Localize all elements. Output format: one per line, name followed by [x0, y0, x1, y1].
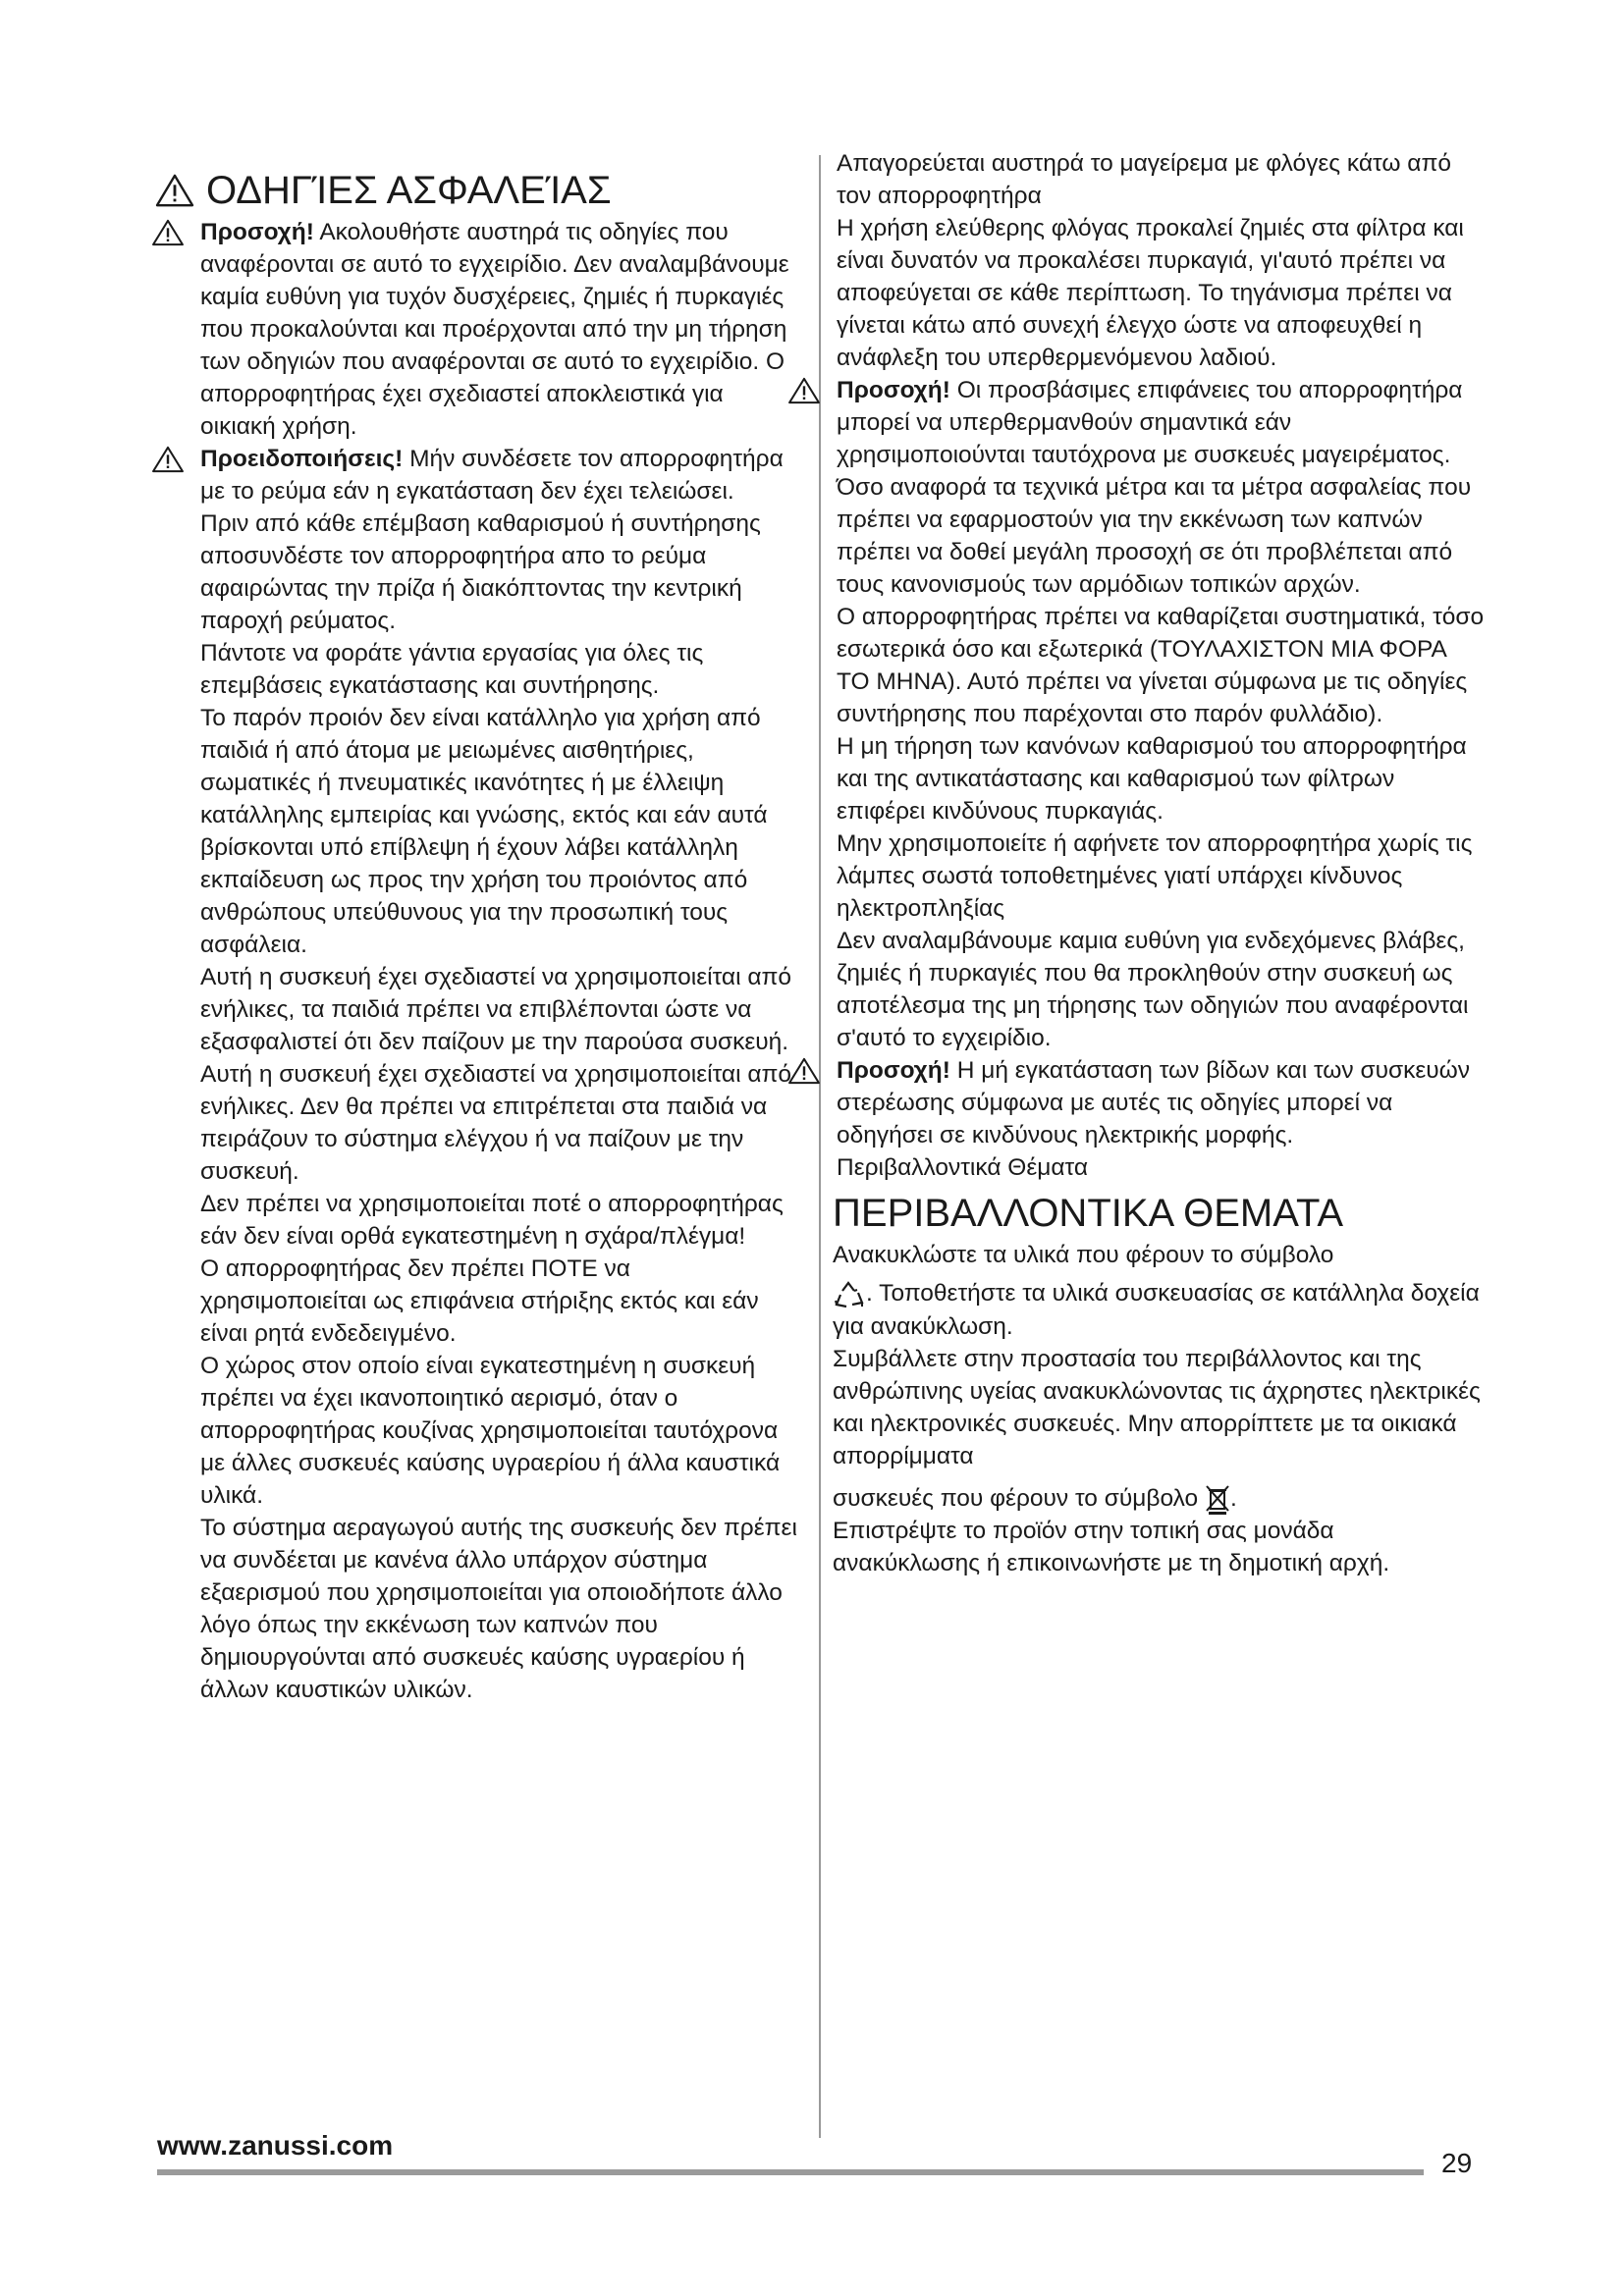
warning-text: Ακολουθήστε αυστηρά τις οδηγίες που αναφέρονται σε αυτό το εγχειρίδιο. Δεν αναλαμβάνουμε καμία ευθύνη για τυχόν δυσχέρειες, ζημιές ή πυρκαγιές που προκαλούνται και προέρχονται από την μη τήρηση των οδηγιών που αναφέρονται σε αυτό το εγχειρίδιο. Ο απορροφητήρας έχει σχεδιαστεί αποκλειστικά για οικιακή χρήση. [200, 219, 789, 440]
warning-lead: Προσοχή! [837, 377, 950, 403]
paragraph: Απαγορεύεται αυστηρά το μαγείρεμα με φλόγες κάτω από τον απορροφητήρα [837, 150, 1451, 209]
environment-heading: ΠΕΡΙΒΑΛΛΟΝΤΙΚΑ ΘΕΜΑΤΑ [833, 1192, 1344, 1235]
paragraph: Δεν πρέπει να χρησιμοποιείται ποτέ ο απορροφητήρας εάν δεν είναι ορθά εγκατεστημένη η σχάρα/πλέγμα! [200, 1191, 784, 1250]
warning-triangle-icon [149, 219, 187, 246]
paragraph: Συμβάλλετε στην προστασία του περιβάλλοντος και της ανθρώπινης υγείας ανακυκλώνοντας τις άχρηστες ηλεκτρικές και ηλεκτρονικές συσκευές. Μην απορρίπτετε με τα οικιακά απορρίμματα [833, 1345, 1481, 1469]
recycling-text: . Τοποθετήστε τα υλικά συσκευασίας σε κατάλληλα δοχεία για ανακύκλωση. [833, 1280, 1480, 1340]
recycling-paragraph [833, 1277, 1485, 1343]
warning-text: Οι προσβάσιμες επιφάνειες του απορροφητήρα μπορεί να υπερθερμανθούν σημαντικά εάν χρησιμοποιούνται ταυτόχρονα με συσκευές μαγειρέματος. [837, 377, 1463, 468]
disposal-paragraph [833, 1482, 1485, 1516]
footer-rule [157, 2169, 1424, 2175]
warning-triangle-icon [149, 446, 187, 473]
warning-text: Μήν συνδέσετε τον απορροφητήρα με το ρεύμα εάν η εγκατάσταση δεν έχει τελειώσει. [200, 446, 784, 505]
page-number: 29 [1441, 2148, 1473, 2178]
warning-triangle-icon [153, 173, 196, 208]
paragraph: Το σύστημα αεραγωγού αυτής της συσκευής δεν πρέπει να συνδέεται με κανένα άλλο υπάρχον σύστημα εξαερισμού που χρησιμοποιείται για οποιοδήποτε άλλο λόγο όπως την εκκένωση των καπνών που δημιουργούνται από συσκευές καύσης υγραερίου ή άλλων καυστικών υλικών. [200, 1515, 797, 1703]
paragraph: Περιβαλλοντικά Θέματα [837, 1154, 1089, 1181]
paragraph: Δεν αναλαμβάνουμε καμια ευθύνη για ενδεχόμενες βλάβες, ζημιές ή πυρκαγιές που θα προκληθούν στην συσκευή ως αποτέλεσμα της μη τήρησης των οδηγιών που αναφέρονται σ'αυτό το εγχειρίδιο. [837, 928, 1469, 1051]
paragraph: Πριν από κάθε επέμβαση καθαρισμού ή συντήρησης αποσυνδέστε τον απορροφητήρα απο το ρεύμα αφαιρώντας την πρίζα ή διακόπτοντας την κεντρική παροχή ρεύματος. [200, 510, 761, 634]
warning-lead: Προσοχή! [837, 1057, 950, 1084]
warning-triangle-icon [785, 1057, 823, 1085]
recycle-icon [833, 1279, 866, 1310]
paragraph: Μην χρησιμοποιείτε ή αφήνετε τον απορροφητήρα χωρίς τις λάμπες σωστά τοποθετημένες γιατί υπάρχει κίνδυνος ηλεκτροπληξίας [837, 830, 1473, 922]
paragraph: Επιστρέψτε το προϊόν στην τοπική σας μονάδα ανακύκλωσης ή επικοινωνήστε με τη δημοτική αρχή. [833, 1518, 1390, 1577]
warning-lead: Προσοχή! [200, 219, 314, 245]
warning-lead: Προειδοποιήσεις! [200, 446, 404, 472]
safety-heading-text: ΟΔΗΓΊΕΣ ΑΣΦΑΛΕΊΑΣ [206, 169, 612, 212]
warning-screws [837, 1054, 1485, 1151]
warning-text: Η μή εγκατάσταση των βίδων και των συσκευών στερέωσης σύμφωνα με αυτές τις οδηγίες μπορεί να οδηγήσει σε κινδύνους ηλεκτρικής μορφής. [837, 1057, 1471, 1148]
right-column [833, 147, 1485, 1579]
paragraph: Ο απορροφητήρας πρέπει να καθαρίζεται συστηματικά, τόσο εσωτερικά όσο και εξωτερικά (ΤΟΥΛΑΧΙΣΤΟΝ ΜΙΑ ΦΟΡΑ ΤΟ ΜΗΝΑ). Αυτό πρέπει να γίνεται σύμφωνα με τις οδηγίες συντήρησης που παρέχονται στο παρόν φυλλάδιο). [837, 604, 1485, 727]
left-column [200, 147, 799, 1706]
paragraph: Ανακυκλώστε τα υλικά που φέρουν το σύμβολο [833, 1242, 1334, 1268]
paragraph: Ο χώρος στον οποίο είναι εγκατεστημένη η συσκευή πρέπει να έχει ικανοποιητικό αερισμό, όταν ο απορροφητήρας κουζίνας χρησιμοποιείται ταυτόχρονα με άλλες συσκευές καύσης υγραερίου ή άλλα καυστικά υλικά. [200, 1353, 781, 1509]
warning-triangle-icon [785, 377, 823, 404]
warning-notices [200, 443, 799, 507]
paragraph: Το παρόν προιόν δεν είναι κατάλληλο για χρήση από παιδιά ή από άτομα με μειωμένες αισθητήριες, σωματικές ή πνευματικές ικανότητες ή με έλλειψη κατάλληλης εμπειρίας και γνώσης, εκτός και εάν αυτά βρίσκονται υπό επίβλεψη ή έχουν λάβει κατάλληλη εκπαίδευση ως προς την χρήση του προιόντος από ανθρώπους υπεύθυνους για την προσωπική τους ασφάλεια. [200, 705, 768, 958]
disposal-text-end: . [1229, 1484, 1237, 1512]
paragraph: Ο απορροφητήρας δεν πρέπει ΠΟΤΕ να χρησιμοποιείται ως επιφάνεια στήριξης εκτός και εάν είναι ρητά ενδεδειγμένο. [200, 1255, 759, 1347]
warning-hot-surfaces [837, 374, 1485, 471]
paragraph: Η χρήση ελεύθερης φλόγας προκαλεί ζημιές στα φίλτρα και είναι δυνατόν να προκαλέσει πυρκαγιά, γι'αυτό πρέπει να αποφεύγεται σε κάθε περίπτωση. Το τηγάνισμα πρέπει να γίνεται κάτω από συνεχή έλεγχο ώστε να αποφευχθεί η ανάφλεξη του υπερθερμενόμενου λαδιού. [837, 215, 1464, 371]
website-link[interactable]: www.zanussi.com [157, 2130, 394, 2161]
column-divider [819, 155, 821, 2138]
paragraph: Πάντοτε να φοράτε γάντια εργασίας για όλες τις επεμβάσεις εγκατάστασης και συντήρησης. [200, 640, 704, 699]
paragraph: Αυτή η συσκευή έχει σχεδιαστεί να χρησιμοποιείται από ενήλικες. Δεν θα πρέπει να επιτρέπεται στα παιδιά να πειράζουν το σύστημα ελέγχου ή να παίζουν με την συσκευή. [200, 1061, 792, 1185]
paragraph: Η μη τήρηση των κανόνων καθαρισμού του απορροφητήρα και της αντικατάστασης και καθαρισμού των φίλτρων επιφέρει κινδύνους πυρκαγιάς. [837, 733, 1467, 825]
disposal-text: συσκευές που φέρουν το σύμβολο [833, 1484, 1199, 1512]
paragraph: Όσο αναφορά τα τεχνικά μέτρα και τα μέτρα ασφαλείας που πρέπει να εφαρμοστούν για την εκκένωση των καπνών πρέπει να δοθεί μεγάλη προσοχή σε ότι προβλέπεται από τους κανονισμούς των αρμόδιων τοπικών αρχών. [837, 474, 1472, 598]
safety-heading [153, 167, 799, 214]
paragraph: Αυτή η συσκευή έχει σχεδιαστεί να χρησιμοποιείται από ενήλικες, τα παιδιά πρέπει να επιβλέπονται ώστε να εξασφαλιστεί ότι δεν παίζουν με την παρούσα συσκευή. [200, 964, 792, 1055]
warning-caution-instructions [200, 216, 799, 443]
crossed-bin-icon [1205, 1483, 1230, 1515]
